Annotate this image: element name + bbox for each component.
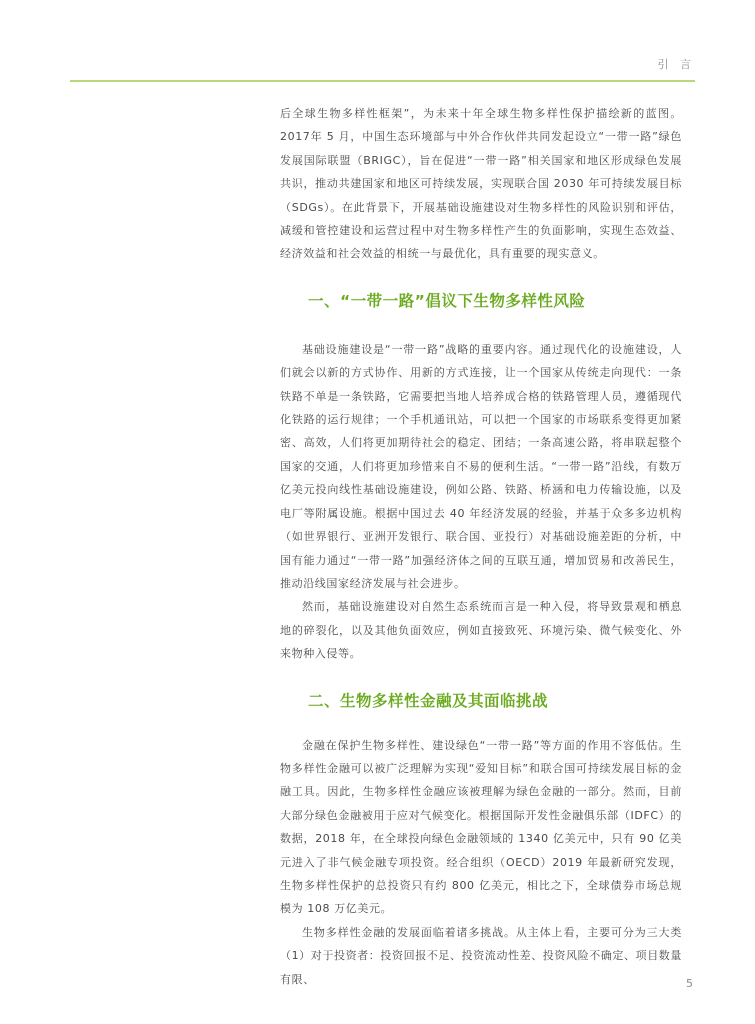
section2-paragraph: 生物多样性金融的发展面临着诸多挑战。从主体上看，主要可分为三大类（1）对于投资者：投资回报不足、投资流动性差、投资风险不确定、项目数量有限、 (280, 925, 682, 986)
header-divider (70, 80, 695, 82)
section-title-biodiversity-risk: 一、“一带一路”倡议下生物多样性风险 (308, 291, 586, 310)
section-title-biodiversity-finance: 二、生物多样性金融及其面临挑战 (308, 691, 549, 710)
main-content (280, 102, 682, 991)
page-number: 5 (686, 977, 693, 990)
section1-paragraph: 然而，基础设施建设对自然生态系统而言是一种入侵，将导致景观和栖息地的碎裂化，以及其他负面效应，例如直接致死、环境污染、微气候变化、外来物种入侵等。 (280, 600, 682, 661)
intro-paragraph: 后全球生物多样性框架”，为未来十年全球生物多样性保护描绘新的蓝图。2017年 5 月，中国生态环境部与中外合作伙伴共同发起设立“一带一路”绿色发展国际联盟（BRIGC），旨在促进“一带一路”相关国家和地区形成绿色发展共识，推动共建国家和地区可持续发展，实现联合国 2030 年可持续发展目标（SDGs）。在此背景下，开展基础设施建设对生物多样性的风险识别和评估，减缓和管控建设和运营过程中对生物多样性产生的负面影响，实现生态效益、经济效益和社会效益的相统一与最优化，具有重要的现实意义。 (280, 107, 682, 261)
section1-paragraph: 基础设施建设是“一带一路”战略的重要内容。通过现代化的设施建设，人们就会以新的方式协作、用新的方式连接，让一个国家从传统走向现代：一条铁路不单是一条铁路，它需要把当地人培养成合格的铁路管理人员，遵循现代化铁路的运行规律；一个手机通讯站，可以把一个国家的市场联系变得更加紧密、高效，人们将更加期待社会的稳定、团结；一条高速公路，将串联起整个国家的交通，人们将更加珍惜来自不易的便利生活。“一带一路”沿线，有数万亿美元投向线性基础设施建设，例如公路、铁路、桥涵和电力传输设施，以及电厂等附属设施。根据中国过去 40 年经济发展的经验，并基于众多多边机构（如世界银行、亚洲开发银行、联合国、亚投行）对基础设施差距的分析，中国有能力通过“一带一路”加强经济体之间的互联互通，增加贸易和改善民生，推动沿线国家经济发展与社会进步。 (280, 342, 682, 590)
running-header: 引 言 (657, 58, 695, 71)
section2-paragraph: 金融在保护生物多样性、建设绿色“一带一路”等方面的作用不容低估。生物多样性金融可以被广泛理解为实现“爱知目标”和联合国可持续发展目标的金融工具。因此，生物多样性金融应该被理解为绿色金融的一部分。然而，目前大部分绿色金融被用于应对气候变化。根据国际开发性金融俱乐部（IDFC）的数据，2018 年，在全球投向绿色金融领域的 1340 亿美元中，只有 90 亿美元进入了非气候金融专项投资。经合组织（OECD）2019 年最新研究发现，生物多样性保护的总投资只有约 800 亿美元，相比之下，全球债券市场总规模为 108 万亿美元。 (280, 738, 682, 916)
